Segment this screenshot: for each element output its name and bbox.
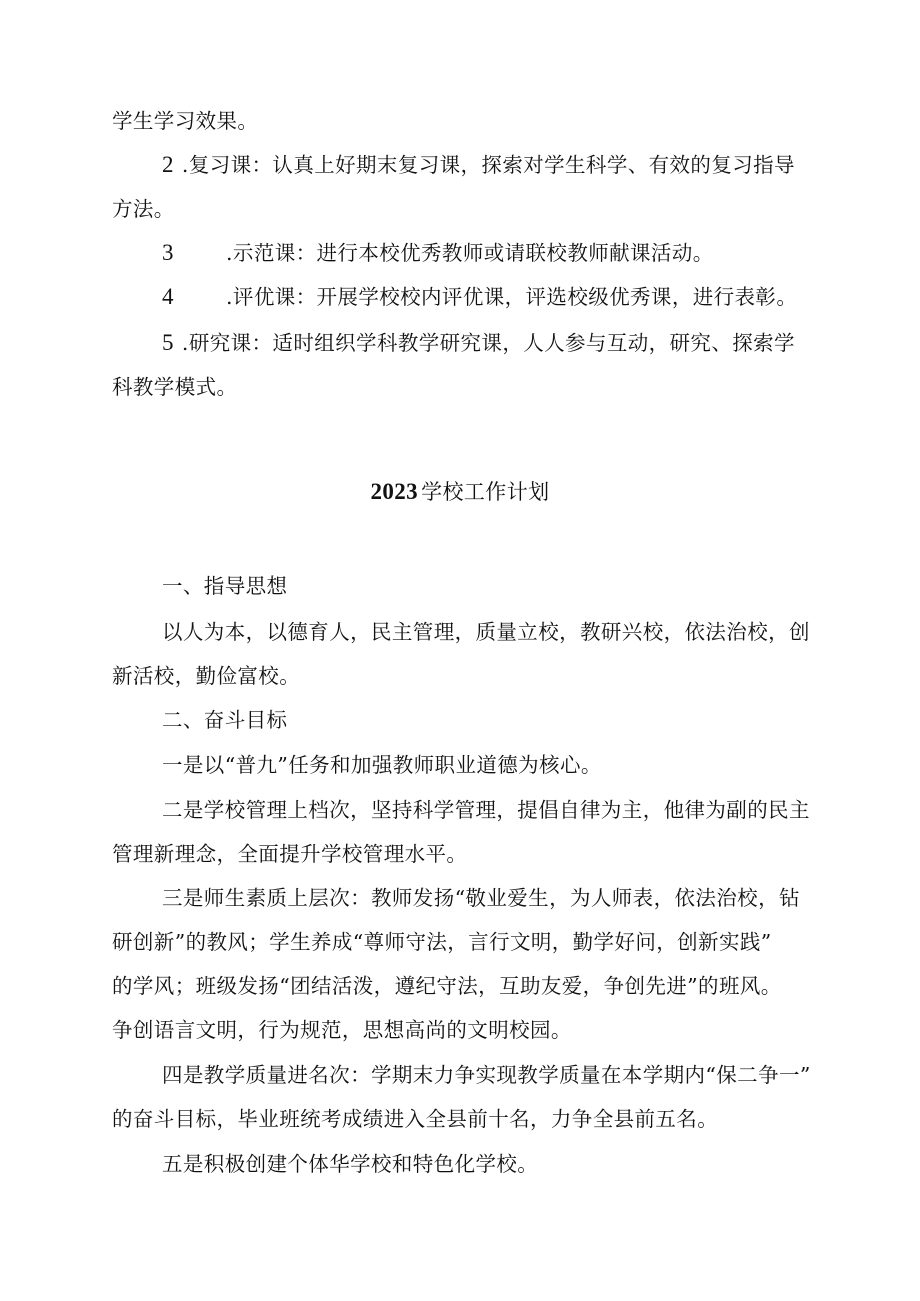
lesson-item-demo (162, 240, 714, 266)
goal-four-continuation: 的奋斗目标，毕业班统考成绩进入全县前十名，力争全县前五名。 (112, 1107, 719, 1131)
item-number: 5 (162, 330, 174, 355)
paragraph-line: 以人为本，以德育人，民主管理，质量立校，教研兴校，依法治校，创 (162, 620, 810, 644)
lesson-item-research (162, 330, 795, 356)
lesson-item-review (162, 152, 795, 178)
section-heading-goals: 二、奋斗目标 (162, 708, 288, 732)
item-text: .研究课：适时组织学科教学研究课，人人参与互动，研究、探索学 (181, 331, 795, 355)
goal-three: 三是师生素质上层次：教师发扬“敬业爱生，为人师表，依法治校，钻 (162, 886, 800, 910)
goal-three-continuation: 争创语言文明，行为规范，思想高尚的文明校园。 (112, 1018, 572, 1042)
lesson-item-evaluation (162, 284, 797, 310)
document-title (0, 478, 920, 506)
title-text: 学校工作计划 (421, 480, 550, 504)
paragraph-line: 新活校，勤俭富校。 (112, 664, 301, 688)
goal-four: 四是教学质量进名次：学期末力争实现教学质量在本学期内“保二争一” (162, 1063, 811, 1087)
goal-three-continuation: 研创新”的教风；学生养成“尊师守法，言行文明，勤学好问，创新实践” (112, 930, 772, 954)
goal-two-continuation: 管理新理念，全面提升学校管理水平。 (112, 842, 468, 866)
item-text: .示范课：进行本校优秀教师或请联校教师献课活动。 (226, 241, 714, 265)
title-year: 2023 (370, 479, 419, 504)
item-number: 4 (162, 284, 174, 309)
item-number: 3 (162, 240, 174, 265)
goal-one: 一是以“普九”任务和加强教师职业道德为核心。 (162, 753, 602, 777)
item-number: 2 (162, 152, 174, 177)
goal-five: 五是积极创建个体华学校和特色化学校。 (162, 1152, 539, 1176)
lesson-item-research-continuation: 科教学模式。 (112, 375, 238, 399)
goal-two: 二是学校管理上档次，坚持科学管理，提倡自律为主，他律为副的民主 (162, 798, 810, 822)
goal-three-continuation: 的学风；班级发扬“团结活泼，遵纪守法，互助友爱，争创先进”的班风。 (112, 974, 782, 998)
section-heading-guiding-ideology: 一、指导思想 (162, 574, 288, 598)
continued-paragraph-tail: 学生学习效果。 (112, 109, 259, 133)
lesson-item-review-continuation: 方法。 (112, 197, 175, 221)
item-text: .复习课：认真上好期末复习课，探索对学生科学、有效的复习指导 (181, 153, 795, 177)
item-text: .评优课：开展学校校内评优课，评选校级优秀课，进行表彰。 (226, 285, 798, 309)
